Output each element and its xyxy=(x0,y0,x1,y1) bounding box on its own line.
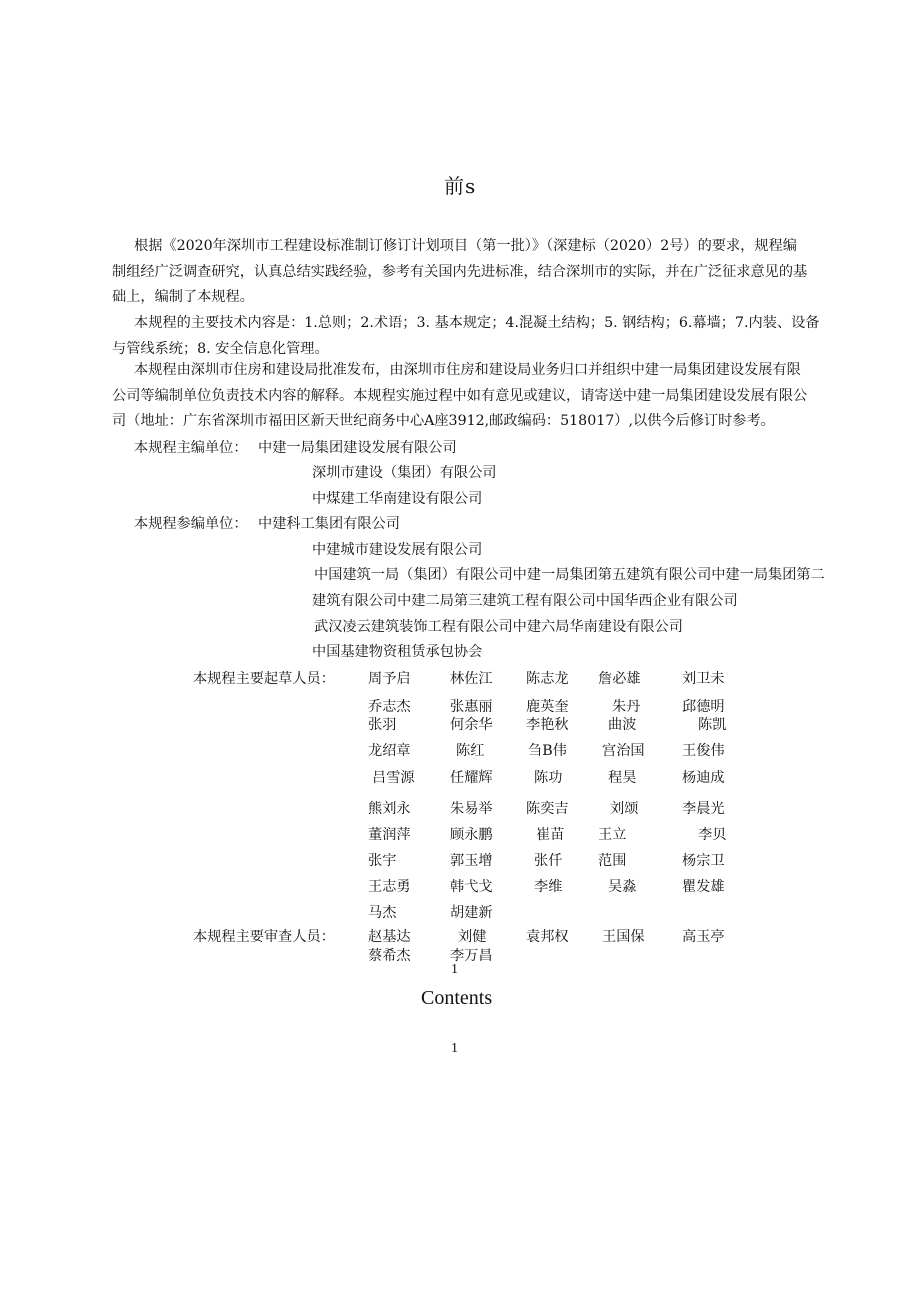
drafter-name: 瞿发雄 xyxy=(682,879,725,895)
drafter-name: 任耀辉 xyxy=(450,770,493,786)
drafter-name: 李晨光 xyxy=(682,801,725,817)
drafter-name: 崔苗 xyxy=(536,827,565,843)
drafter-name: 张仟 xyxy=(534,853,563,869)
drafter-name: 王志勇 xyxy=(368,879,411,895)
drafter-name: 陈凯 xyxy=(698,717,727,733)
drafter-name: 胡建新 xyxy=(450,905,493,921)
drafter-name: 杨迪成 xyxy=(682,770,725,786)
drafter-name: 郭玉增 xyxy=(450,853,493,869)
text-line: 本规程由深圳市住房和建设局批准发布，由深圳市住房和建设局业务归口并组织中建一局集团建设发展有限 xyxy=(134,362,801,378)
drafter-name: 李贝 xyxy=(698,827,727,843)
participating-label: 本规程参编单位： xyxy=(134,516,248,532)
drafter-name: 顾永鹏 xyxy=(450,827,493,843)
drafter-name: 董润萍 xyxy=(368,827,411,843)
text-line: 公司等编制单位负责技术内容的解释。本规程实施过程中如有意见或建议，请寄送中建一局集团建设发展有限公 xyxy=(112,387,808,404)
drafter-name: 鹿英奎 xyxy=(526,699,569,715)
page-number-bottom: 1 xyxy=(451,1041,458,1056)
reviewer-name: 赵基达 xyxy=(368,929,411,945)
participating-org: 中建科工集团有限公司 xyxy=(258,516,400,532)
page-number-top: 1 xyxy=(451,962,458,977)
drafter-name: 詹必雄 xyxy=(598,671,641,687)
paragraph-1 xyxy=(112,234,857,311)
drafter-name: 李艳秋 xyxy=(526,717,569,733)
drafter-name: 吴淼 xyxy=(608,879,637,895)
drafter-name: 朱易举 xyxy=(450,801,493,817)
text-line: 司（地址：广东省深圳市福田区新天世纪商务中心A座3912,邮政编码：518017）,以供今后修订时参考。 xyxy=(112,413,775,430)
drafter-name: 程昊 xyxy=(608,770,637,786)
drafter-name: 宫治国 xyxy=(602,743,645,759)
participating-org: 中国建筑一局（集团）有限公司中建一局集团第五建筑有限公司中建一局集团第二 xyxy=(314,567,825,583)
drafter-name: 张羽 xyxy=(368,717,397,733)
drafter-name: 邱德明 xyxy=(682,699,725,715)
drafter-name: 张宇 xyxy=(368,853,397,869)
drafter-name: 马杰 xyxy=(368,905,397,921)
drafter-name: 何余华 xyxy=(450,717,493,733)
reviewer-name: 王国保 xyxy=(602,929,645,945)
drafter-name: 林佐江 xyxy=(450,671,493,687)
paragraph-2 xyxy=(112,311,857,362)
text-line: 础上，编制了本规程。 xyxy=(112,289,254,306)
drafters-label: 本规程主要起草人员： xyxy=(193,671,335,687)
drafter-name: 刍B伟 xyxy=(528,743,567,759)
participating-org: 中国基建物资租赁承包协会 xyxy=(312,644,483,660)
text-line: 与管线系统；8. 安全信息化管理。 xyxy=(112,340,329,357)
chief-editor-org: 深圳市建设（集团）有限公司 xyxy=(312,465,497,481)
drafter-name: 韩弋戈 xyxy=(450,879,493,895)
drafter-name: 张惠丽 xyxy=(450,699,493,715)
chief-editor-org: 中煤建工华南建设有限公司 xyxy=(312,491,483,507)
drafter-name: 刘颂 xyxy=(610,801,639,817)
reviewer-name: 袁邦权 xyxy=(526,929,569,945)
chief-editor-label: 本规程主编单位： xyxy=(134,440,248,456)
drafter-name: 王俊伟 xyxy=(682,743,725,759)
participating-org: 建筑有限公司中建二局第三建筑工程有限公司中国华西企业有限公司 xyxy=(312,593,738,609)
drafter-name: 陈奕吉 xyxy=(526,801,569,817)
reviewer-name: 高玉亭 xyxy=(682,929,725,945)
drafter-name: 陈功 xyxy=(534,770,563,786)
drafter-name: 范围 xyxy=(598,853,627,869)
chief-editor-org: 中建一局集团建设发展有限公司 xyxy=(258,440,457,456)
text-line: 本规程的主要技术内容是：1.总则；2.术语；3. 基本规定；4.混凝土结构；5. 钢结构；6.幕墙；7.内装、设备 xyxy=(134,315,820,331)
participating-org: 中建城市建设发展有限公司 xyxy=(312,542,483,558)
drafter-name: 龙绍章 xyxy=(368,743,411,759)
drafter-name: 王立 xyxy=(598,827,627,843)
text-line: 制组经广泛调查研究，认真总结实践经验，参考有关国内先进标准，结合深圳市的实际，并在广泛征求意见的基 xyxy=(112,263,808,280)
drafter-name: 朱丹 xyxy=(612,699,641,715)
drafter-name: 周予启 xyxy=(368,671,411,687)
drafter-name: 刘卫未 xyxy=(682,671,725,687)
text-line: 根据《2020年深圳市工程建设标准制订修订计划项目（第一批）》（深建标（2020）2号）的要求，规程编 xyxy=(134,238,797,254)
contents-heading: Contents xyxy=(421,987,493,1009)
paragraph-3 xyxy=(112,358,857,435)
reviewer-name: 蔡希杰 xyxy=(368,948,411,964)
participating-org: 武汉凌云建筑装饰工程有限公司中建六局华南建设有限公司 xyxy=(314,619,683,635)
drafter-name: 熊刘永 xyxy=(368,801,411,817)
drafter-name: 曲波 xyxy=(608,717,637,733)
drafter-name: 陈红 xyxy=(456,743,485,759)
drafter-name: 李维 xyxy=(534,879,563,895)
reviewer-name: 李万昌 xyxy=(450,948,493,964)
drafter-name: 陈志龙 xyxy=(526,671,569,687)
drafter-name: 杨宗卫 xyxy=(682,853,725,869)
reviewers-label: 本规程主要审查人员： xyxy=(193,929,335,945)
drafter-name: 乔志杰 xyxy=(368,699,411,715)
page-title: 前s xyxy=(444,174,477,198)
reviewer-name: 刘健 xyxy=(458,929,487,945)
drafter-name: 吕雪源 xyxy=(372,770,415,786)
